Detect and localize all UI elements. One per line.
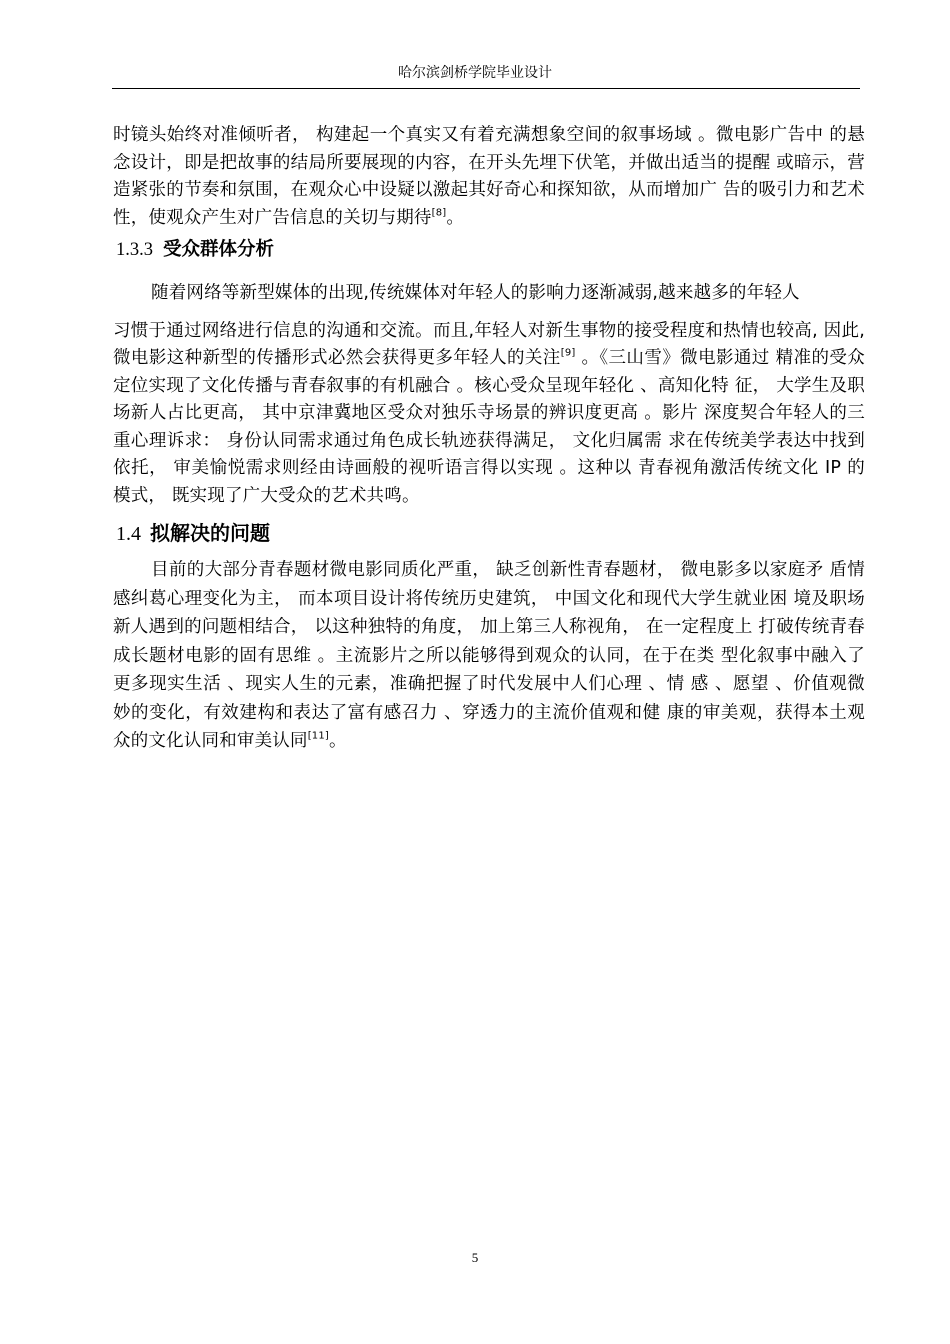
page-body <box>113 122 865 756</box>
header-rule <box>112 88 860 89</box>
header-title: 哈尔滨剑桥学院毕业设计 <box>398 65 552 81</box>
paragraph-text: 时镜头始终对准倾听者， 构建起一个真实又有着充满想象空间的叙事场域 。微电影广告中 的悬念设计，即是把故事的结局所要展现的内容，在开头先埋下伏笔，并做出适当的提醒 或暗示，营造紧张的节奏和氛围，在观众心中设疑以激起其好奇心和探知欲，从而增加广 告的吸引力和艺术性，使观众产生对广告信息的关切与期待 <box>113 125 865 228</box>
paragraph-text: 习惯于通过网络进行信息的沟通和交流。而且,年轻人对新生事物的接受程度和热情也较高, 因此,微电影这种新型的传播形式必然会获得更多年轻人的关注 <box>113 320 865 368</box>
page-number: 5 <box>471 1250 479 1265</box>
section-heading-1-4 <box>113 514 865 552</box>
citation-ref: [11] <box>307 730 330 742</box>
section-number: 1.3.3 <box>116 240 153 260</box>
paragraph-end: 。 <box>446 207 465 228</box>
section-heading-1-3-3 <box>113 232 865 268</box>
paragraph-audience <box>113 318 865 511</box>
paragraph-text: 。《三山雪》微电影通过 精准的受众定位实现了文化传播与青春叙事的有机融合 。核心受众呈现年轻化 、高知化特 征， 大学生及职场新人占比更高， 其中京津冀地区受众对独乐寺场景的辨识度更高 。影片 深度契合年轻人的三重心理诉求： 身份认同需求通过角色成长轨迹获得满足， 文化归属需 求在传统美学表达中找到依托， 审美愉悦需求则经由诗画般的视听语言得以实现 。这种以 青春视角激活传统文化 IP 的模式， 既实现了广大受众的艺术共鸣。 <box>113 348 866 506</box>
paragraph-text: 目前的大部分青春题材微电影同质化严重， 缺乏创新性青春题材， 微电影多以家庭矛 盾情感纠葛心理变化为主， 而本项目设计将传统历史建筑， 中国文化和现代大学生就业困 境及职场新人遇到的问题相结合， 以这种独特的角度， 加上第三人称视角， 在一定程度上 打破传统青春成长题材电影的固有思维 。主流影片之所以能够得到观众的认同，在于在类 型化叙事中融入了更多现实生活 、现实人生的元素，准确把握了时代发展中人们心理 、情 感 、愿望 、价值观微妙的变化，有效建构和表达了富有感召力 、穿透力的主流价值观和健 康的审美观，获得本土观众的文化认同和审美认同 <box>113 560 865 751</box>
page-header <box>0 64 950 82</box>
paragraph-problems <box>113 556 865 756</box>
section-title: 受众群体分析 <box>163 239 275 260</box>
paragraph-end: 。 <box>329 731 347 751</box>
citation-ref: [9] <box>560 347 576 359</box>
paragraph-ad-suspense <box>113 122 865 232</box>
section-title: 拟解决的问题 <box>150 521 270 545</box>
section-number: 1.4 <box>116 523 141 545</box>
paragraph-audience-first-line: 随着网络等新型媒体的出现,传统媒体对年轻人的影响力逐渐减弱,越来越多的年轻人 <box>151 283 800 303</box>
citation-ref: [8] <box>431 207 447 218</box>
